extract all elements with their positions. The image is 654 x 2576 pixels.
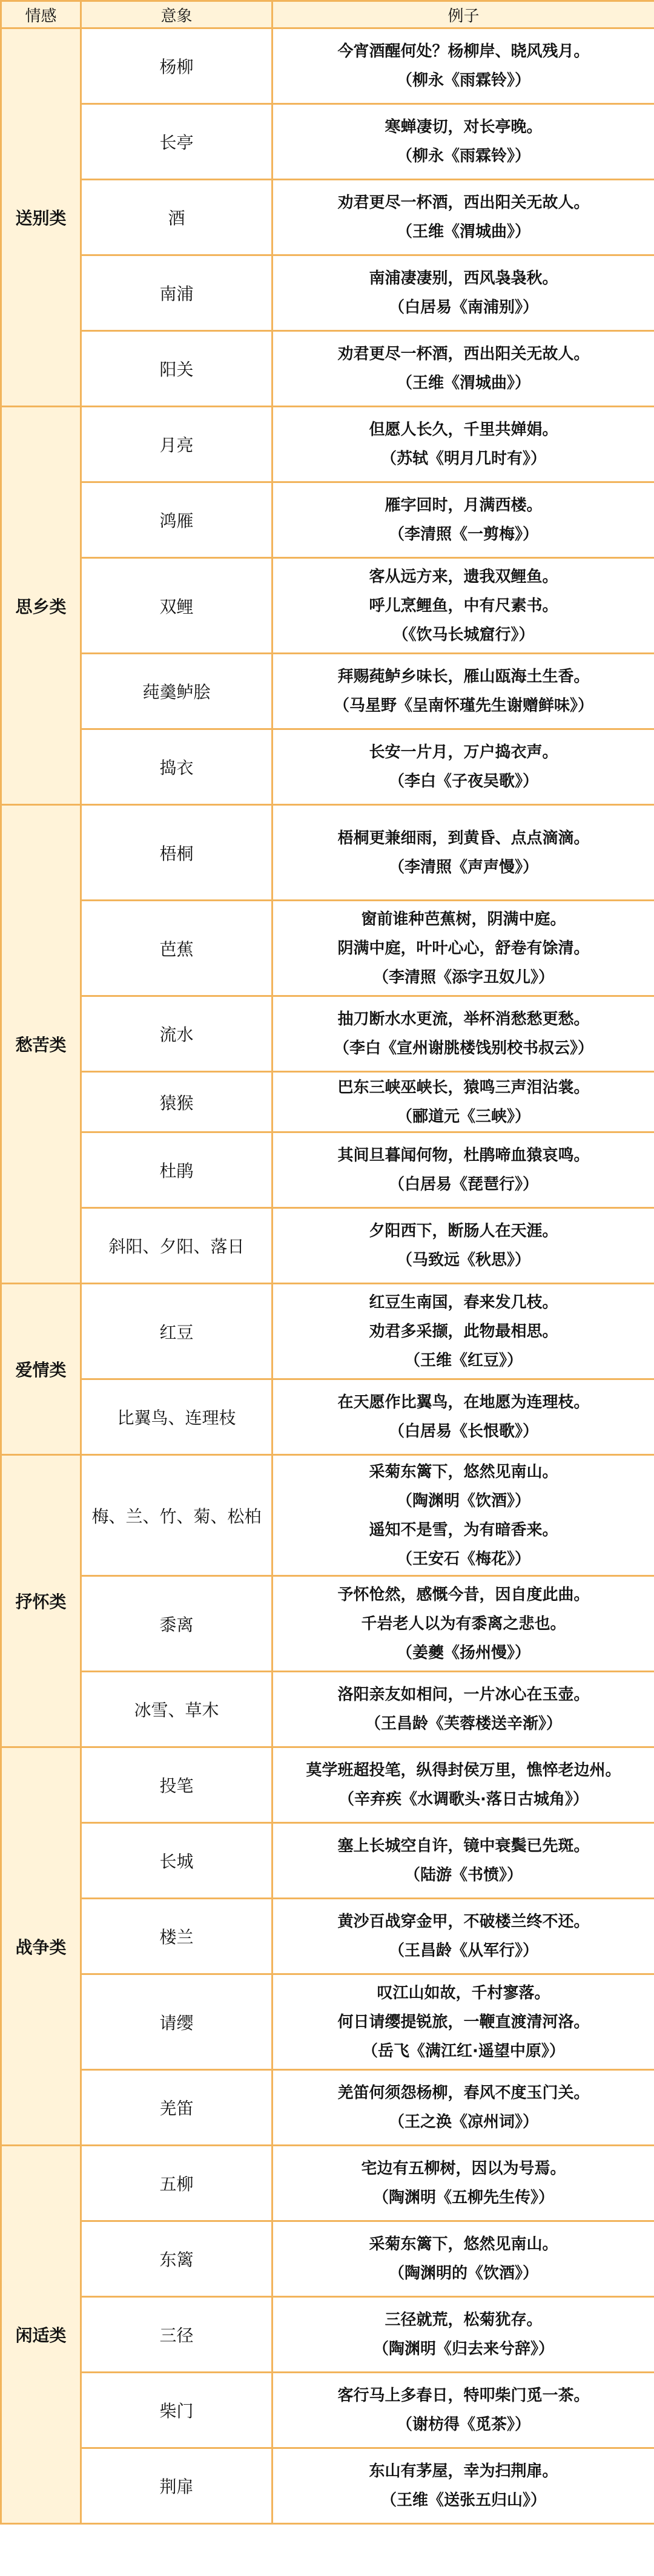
example-cell	[272, 1747, 654, 1823]
example-line: 羌笛何须怨杨柳，春风不度玉门关。	[337, 2084, 590, 2102]
example-line: 莫学班超投笔，纵得封侯万里，憔悴老边州。	[306, 1761, 621, 1779]
imagery-cell: 猿猴	[81, 1072, 272, 1132]
imagery-cell: 投笔	[81, 1747, 272, 1823]
imagery-cell: 楼兰	[81, 1899, 272, 1974]
example-line: （《饮马长城窟行》）	[392, 625, 535, 644]
imagery-cell: 酒	[81, 180, 272, 255]
example-line: （李白《子夜吴歌》）	[388, 772, 538, 790]
imagery-cell: 梅、兰、竹、菊、松柏	[81, 1455, 272, 1576]
example-line: （白居易《长恨歌》）	[388, 1422, 538, 1441]
example-cell	[272, 805, 654, 901]
header-imagery: 意象	[81, 1, 272, 28]
imagery-cell: 请缨	[81, 1974, 272, 2070]
example-line: 叹江山如故，千村寥落。	[377, 1983, 550, 2002]
example-cell	[272, 1899, 654, 1974]
example-line: 东山有茅屋，幸为扫荆扉。	[369, 2462, 558, 2480]
example-line: （柳永《雨霖铃》）	[396, 147, 530, 165]
example-cell	[272, 996, 654, 1072]
imagery-cell: 羌笛	[81, 2070, 272, 2146]
example-line: 拜赐莼鲈乡味长，雁山瓯海土生香。	[337, 668, 590, 686]
example-line: （王昌龄《芙蓉楼送辛渐》）	[365, 1715, 562, 1733]
example-line: （王维《渭城曲》）	[396, 374, 530, 392]
example-line: （李清照《声声慢》）	[388, 858, 538, 876]
table-row	[1, 1072, 654, 1132]
example-cell	[272, 1455, 654, 1576]
example-line: （谢枋得《觅茶》）	[396, 2416, 530, 2434]
example-cell	[272, 1379, 654, 1455]
example-line: 巴东三峡巫峡长，猿鸣三声泪沾裳。	[337, 1078, 590, 1097]
example-line: 在天愿作比翼鸟，在地愿为连理枝。	[337, 1393, 590, 1411]
example-cell	[272, 255, 654, 331]
table-row	[1, 2297, 654, 2373]
example-line: 采菊东篱下，悠然见南山。	[369, 2235, 558, 2253]
imagery-cell: 长亭	[81, 104, 272, 180]
emotion-category-cell: 愁苦类	[1, 805, 81, 1284]
example-line: 寒蝉凄切，对长亭晚。	[385, 118, 543, 136]
example-line: （陆游《书愤》）	[404, 1866, 523, 1884]
table-row	[1, 2146, 654, 2221]
header-row	[1, 1, 654, 28]
emotion-category-cell: 送别类	[1, 28, 81, 407]
example-line: （王维《红豆》）	[404, 1351, 523, 1370]
example-cell	[272, 1974, 654, 2070]
imagery-cell: 黍离	[81, 1576, 272, 1672]
example-line: （马致远《秋思》）	[396, 1251, 530, 1269]
example-line: 千岩老人以为有黍离之悲也。	[361, 1614, 566, 1633]
table-row	[1, 1823, 654, 1899]
example-line: （姜夔《扬州慢》）	[396, 1643, 530, 1662]
example-cell	[272, 2448, 654, 2524]
example-line: （白居易《琵琶行》）	[388, 1175, 538, 1194]
table-row	[1, 1974, 654, 2070]
imagery-cell: 芭蕉	[81, 901, 272, 996]
example-line: （陶渊明《五柳先生传》）	[372, 2189, 554, 2207]
example-cell	[272, 482, 654, 558]
emotion-category-cell: 战争类	[1, 1747, 81, 2146]
imagery-cell: 东篱	[81, 2221, 272, 2297]
imagery-cell: 冰雪、草木	[81, 1672, 272, 1747]
table-row	[1, 1379, 654, 1455]
example-line: （王之涣《凉州词》）	[388, 2113, 538, 2131]
table-row	[1, 2448, 654, 2524]
imagery-cell: 荆扉	[81, 2448, 272, 2524]
example-line: 但愿人长久，千里共婵娟。	[369, 421, 558, 439]
example-cell	[272, 180, 654, 255]
imagery-cell: 鸿雁	[81, 482, 272, 558]
example-line: 劝君更尽一杯酒，西出阳关无故人。	[337, 194, 590, 212]
example-line: 今宵酒醒何处？杨柳岸、晓风残月。	[337, 42, 590, 61]
example-line: 劝君多采撷，此物最相思。	[369, 1322, 558, 1341]
table-row	[1, 255, 654, 331]
example-cell	[272, 729, 654, 805]
example-line: 何日请缨提锐旅，一鞭直渡清河洛。	[337, 2012, 590, 2031]
example-line: （李清照《一剪梅》）	[388, 525, 538, 544]
example-line: （陶渊明《归去来兮辞》）	[372, 2340, 554, 2358]
table-row	[1, 104, 654, 180]
example-line: 采菊东篱下，悠然见南山。	[369, 1462, 558, 1481]
imagery-cell: 双鲤	[81, 558, 272, 654]
example-line: 夕阳西下，断肠人在天涯。	[369, 1222, 558, 1240]
emotion-category-cell: 抒怀类	[1, 1455, 81, 1747]
table-row	[1, 901, 654, 996]
example-line: 红豆生南国，春来发几枝。	[369, 1293, 558, 1312]
table-row	[1, 1284, 654, 1379]
example-line: （柳永《雨霖铃》）	[396, 71, 530, 90]
example-cell	[272, 2297, 654, 2373]
imagery-cell: 月亮	[81, 407, 272, 482]
example-line: 宅边有五柳树，因以为号焉。	[361, 2160, 566, 2178]
example-line: 塞上长城空自许，镜中衰鬓已先斑。	[337, 1837, 590, 1855]
example-cell	[272, 407, 654, 482]
example-cell	[272, 1208, 654, 1284]
example-line: （岳飞《满江红·遥望中原》）	[362, 2042, 565, 2060]
example-cell	[272, 1284, 654, 1379]
imagery-cell: 五柳	[81, 2146, 272, 2221]
example-line: （马星野《呈南怀瑾先生谢赠鲜味》）	[333, 697, 593, 715]
table-row	[1, 2373, 654, 2448]
table-body	[1, 28, 654, 2524]
example-line: （陶渊明《饮酒》）	[396, 1491, 530, 1510]
example-line: 阴满中庭，叶叶心心，舒卷有馀清。	[337, 939, 590, 958]
emotion-category-cell: 爱情类	[1, 1284, 81, 1455]
example-cell	[272, 2373, 654, 2448]
example-cell	[272, 1576, 654, 1672]
example-cell	[272, 1132, 654, 1208]
imagery-cell: 杨柳	[81, 28, 272, 104]
table-row	[1, 482, 654, 558]
imagery-cell: 红豆	[81, 1284, 272, 1379]
emotion-category-cell: 闲适类	[1, 2146, 81, 2524]
example-line: （王安石《梅花》）	[396, 1549, 530, 1568]
table-row	[1, 331, 654, 407]
example-line: 呼儿烹鲤鱼，中有尺素书。	[369, 596, 558, 615]
example-line: 抽刀断水水更流，举杯消愁愁更愁。	[337, 1010, 590, 1028]
imagery-cell: 莼羹鲈脍	[81, 654, 272, 729]
example-cell	[272, 104, 654, 180]
example-line: 黄沙百战穿金甲，不破楼兰终不还。	[337, 1913, 590, 1931]
imagery-cell: 三径	[81, 2297, 272, 2373]
table-row	[1, 1208, 654, 1284]
table-row	[1, 28, 654, 104]
example-line: 雁字回时，月满西楼。	[385, 496, 543, 514]
example-line: （辛弃疾《水调歌头·落日古城角》）	[339, 1790, 589, 1809]
table-row	[1, 558, 654, 654]
example-line: （苏轼《明月几时有》）	[380, 450, 546, 468]
example-cell	[272, 654, 654, 729]
table-row	[1, 407, 654, 482]
imagery-cell: 流水	[81, 996, 272, 1072]
imagery-cell: 柴门	[81, 2373, 272, 2448]
imagery-cell: 梧桐	[81, 805, 272, 901]
example-cell	[272, 28, 654, 104]
example-cell	[272, 1072, 654, 1132]
example-cell	[272, 2221, 654, 2297]
emotion-category-cell: 思乡类	[1, 407, 81, 805]
table-row	[1, 729, 654, 805]
example-line: （陶渊明的《饮酒》）	[388, 2264, 538, 2282]
imagery-cell: 斜阳、夕阳、落日	[81, 1208, 272, 1284]
table-row	[1, 996, 654, 1072]
imagery-cell: 长城	[81, 1823, 272, 1899]
example-line: （白居易《南浦别》）	[388, 298, 538, 317]
example-line: 遥知不是雪，为有暗香来。	[369, 1520, 558, 1539]
example-line: （李白《宣州谢朓楼饯别校书叔云》）	[333, 1039, 593, 1057]
header-example: 例子	[272, 1, 654, 28]
example-cell	[272, 2146, 654, 2221]
example-line: 其间旦暮闻何物，杜鹃啼血猿哀鸣。	[337, 1146, 590, 1165]
table-row	[1, 1132, 654, 1208]
example-cell	[272, 1672, 654, 1747]
example-line: 洛阳亲友如相问，一片冰心在玉壶。	[337, 1686, 590, 1704]
table-row	[1, 2221, 654, 2297]
table-row	[1, 1576, 654, 1672]
example-line: （王维《送张五归山》）	[380, 2491, 546, 2509]
table-row	[1, 1899, 654, 1974]
example-line: 客从远方来，遗我双鲤鱼。	[369, 567, 558, 586]
header-emotion: 情感	[1, 1, 81, 28]
example-cell	[272, 2070, 654, 2146]
table-row	[1, 654, 654, 729]
table-row	[1, 1747, 654, 1823]
imagery-cell: 阳关	[81, 331, 272, 407]
example-line: 三径就荒，松菊犹存。	[385, 2311, 543, 2329]
example-line: （王维《渭城曲》）	[396, 223, 530, 241]
table-row	[1, 1455, 654, 1576]
imagery-cell: 比翼鸟、连理枝	[81, 1379, 272, 1455]
example-line: 南浦凄凄别，西风袅袅秋。	[369, 269, 558, 288]
imagery-cell: 捣衣	[81, 729, 272, 805]
example-line: 窗前谁种芭蕉树，阴满中庭。	[361, 910, 566, 928]
example-cell	[272, 901, 654, 996]
example-line: （李清照《添字丑奴儿》）	[372, 968, 554, 987]
example-line: 予怀怆然，感慨今昔，因自度此曲。	[337, 1585, 590, 1604]
example-cell	[272, 331, 654, 407]
example-cell	[272, 558, 654, 654]
example-line: （郦道元《三峡》）	[396, 1107, 530, 1126]
imagery-cell: 南浦	[81, 255, 272, 331]
example-cell	[272, 1823, 654, 1899]
example-line: 客行马上多春日，特叩柴门觅一茶。	[337, 2387, 590, 2405]
example-line: （王昌龄《从军行》）	[388, 1942, 538, 1960]
example-line: 长安一片月，万户捣衣声。	[369, 743, 558, 761]
table-row	[1, 1672, 654, 1747]
table-row	[1, 805, 654, 901]
example-line: 梧桐更兼细雨，到黄昏、点点滴滴。	[337, 829, 590, 847]
example-line: 劝君更尽一杯酒，西出阳关无故人。	[337, 345, 590, 363]
table-row	[1, 2070, 654, 2146]
imagery-cell: 杜鹃	[81, 1132, 272, 1208]
table-row	[1, 180, 654, 255]
